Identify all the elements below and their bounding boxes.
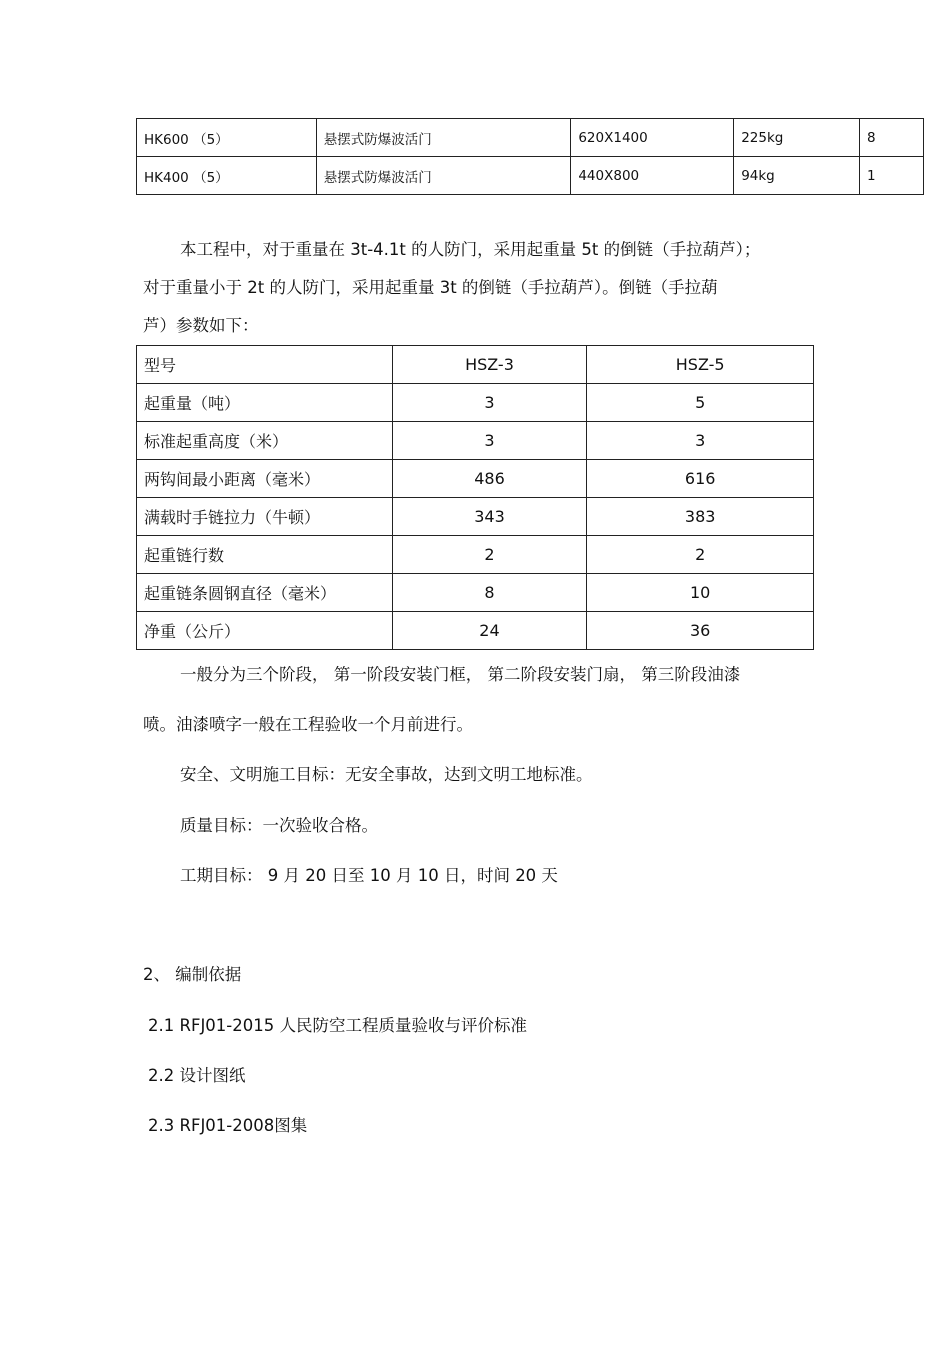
hsz5-value: 3 xyxy=(587,422,814,460)
table-row xyxy=(137,119,924,157)
door-type: 悬摆式防爆波活门 xyxy=(316,157,571,195)
table-row xyxy=(137,536,814,574)
door-type: 悬摆式防爆波活门 xyxy=(316,119,571,157)
hsz3-value: 3 xyxy=(392,422,587,460)
door-quantity: 8 xyxy=(860,119,924,157)
hsz3-value: 486 xyxy=(392,460,587,498)
hsz5-value: 36 xyxy=(587,612,814,650)
hsz3-value: 24 xyxy=(392,612,587,650)
door-table xyxy=(136,118,924,195)
safety-goal: 安全、文明施工目标：无安全事故，达到文明工地标准。 xyxy=(180,765,593,784)
stages-line-2: 喷。油漆喷字一般在工程验收一个月前进行。 xyxy=(143,715,473,734)
hsz5-value: HSZ-5 xyxy=(587,346,814,384)
hsz3-value: 3 xyxy=(392,384,587,422)
basis-item: 2.2 设计图纸 xyxy=(148,1066,246,1085)
table-row xyxy=(137,574,814,612)
table-row xyxy=(137,346,814,384)
table-row xyxy=(137,460,814,498)
table-row xyxy=(137,498,814,536)
parameter-label: 两钩间最小距离（毫米） xyxy=(137,460,393,498)
parameter-label: 型号 xyxy=(137,346,393,384)
parameter-label: 净重（公斤） xyxy=(137,612,393,650)
door-model: HK400 （5） xyxy=(137,157,317,195)
hoist-parameters-table xyxy=(136,345,814,650)
hsz5-value: 10 xyxy=(587,574,814,612)
hsz3-value: 2 xyxy=(392,536,587,574)
table-row xyxy=(137,384,814,422)
hsz5-value: 383 xyxy=(587,498,814,536)
hsz3-value: 8 xyxy=(392,574,587,612)
basis-item: 2.3 RFJ01-2008图集 xyxy=(148,1116,308,1135)
intro-line-3: 芦）参数如下： xyxy=(143,316,259,335)
door-weight: 225kg xyxy=(734,119,860,157)
quality-goal: 质量目标：一次验收合格。 xyxy=(180,816,378,835)
hsz3-value: HSZ-3 xyxy=(392,346,587,384)
door-model: HK600 （5） xyxy=(137,119,317,157)
parameter-label: 满载时手链拉力（牛顿） xyxy=(137,498,393,536)
parameter-label: 起重量（吨） xyxy=(137,384,393,422)
hsz5-value: 616 xyxy=(587,460,814,498)
door-quantity: 1 xyxy=(860,157,924,195)
hsz5-value: 5 xyxy=(587,384,814,422)
table-row xyxy=(137,157,924,195)
schedule-goal: 工期目标： 9 月 20 日至 10 月 10 日，时间 20 天 xyxy=(180,866,558,885)
hsz3-value: 343 xyxy=(392,498,587,536)
hsz5-value: 2 xyxy=(587,536,814,574)
stages-line-1: 一般分为三个阶段， 第一阶段安装门框， 第二阶段安装门扇， 第三阶段油漆 xyxy=(180,665,741,684)
table-row xyxy=(137,422,814,460)
table-row xyxy=(137,612,814,650)
door-weight: 94kg xyxy=(734,157,860,195)
intro-line-1: 本工程中，对于重量在 3t-4.1t 的人防门，采用起重量 5t 的倒链（手拉葫芦）； xyxy=(180,240,761,259)
parameter-label: 标准起重高度（米） xyxy=(137,422,393,460)
door-size: 620X1400 xyxy=(571,119,734,157)
door-size: 440X800 xyxy=(571,157,734,195)
parameter-label: 起重链条圆钢直径（毫米） xyxy=(137,574,393,612)
intro-line-2: 对于重量小于 2t 的人防门，采用起重量 3t 的倒链（手拉葫芦）。倒链（手拉葫 xyxy=(143,278,718,297)
basis-item: 2.1 RFJ01-2015 人民防空工程质量验收与评价标准 xyxy=(148,1016,527,1035)
parameter-label: 起重链行数 xyxy=(137,536,393,574)
section-heading: 2、 编制依据 xyxy=(143,965,242,984)
